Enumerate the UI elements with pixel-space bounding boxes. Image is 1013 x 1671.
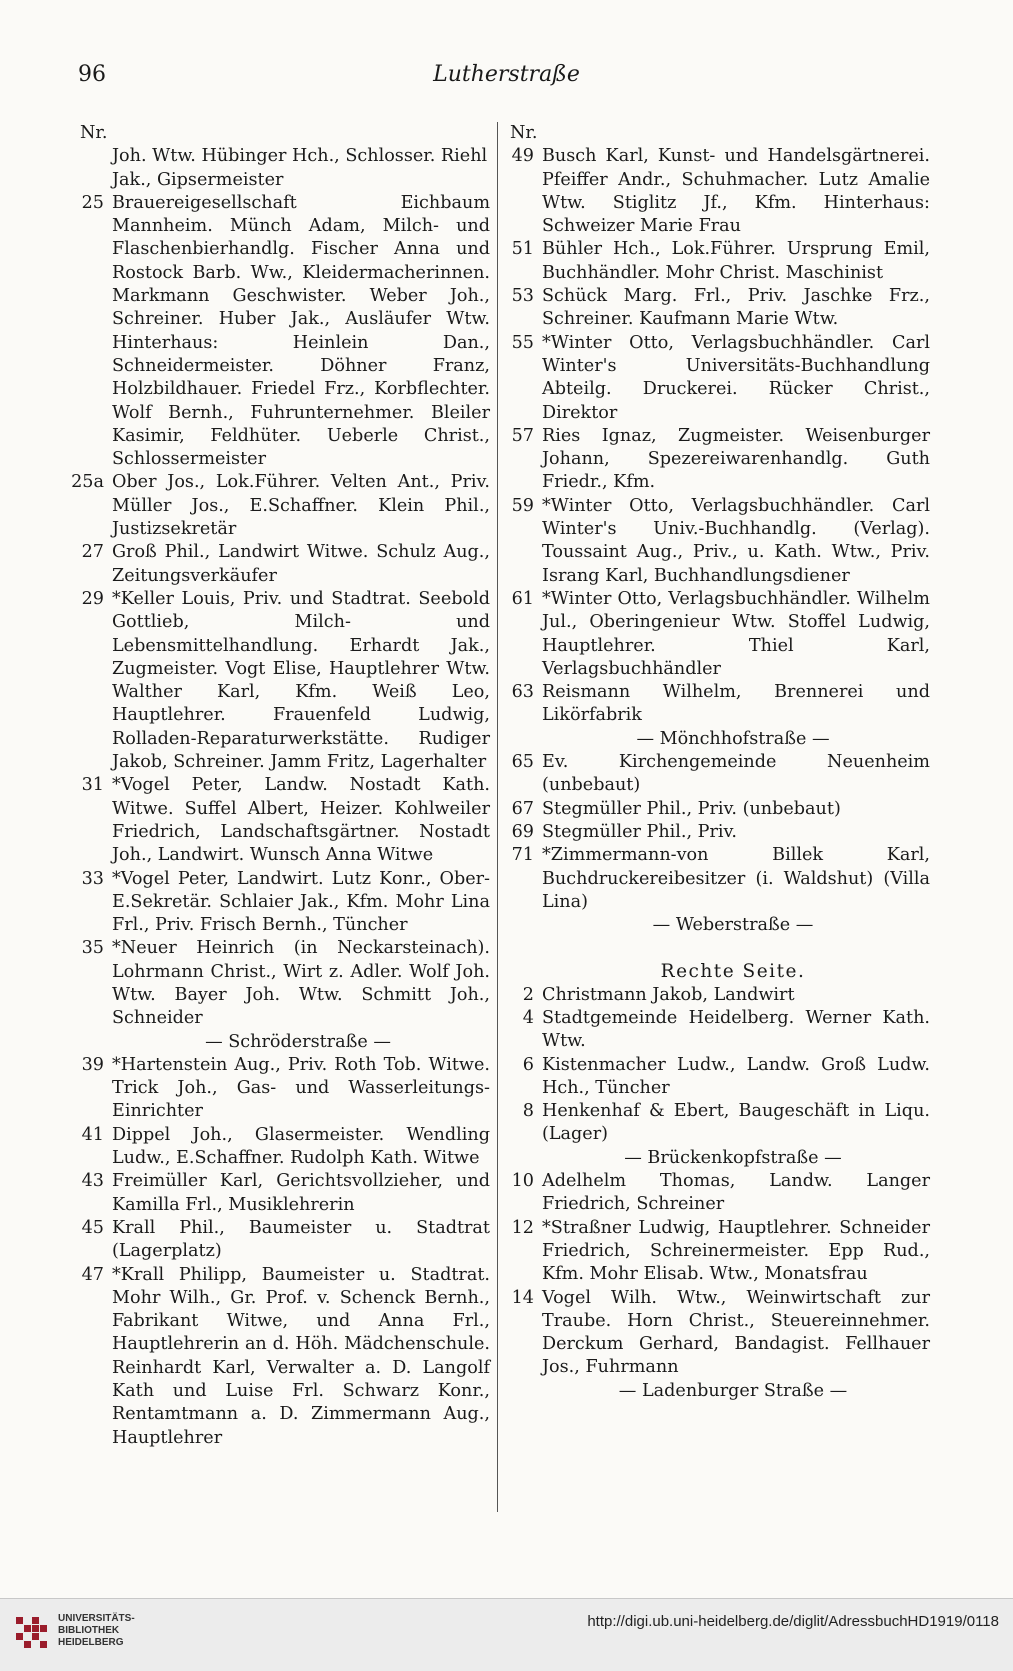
address-entry bbox=[70, 774, 490, 867]
address-entry bbox=[70, 588, 490, 774]
resident-list: *Krall Philipp, Baumeister u. Stadtrat. Mohr Wilh., Gr. Prof. v. Schenck Bernh., Fabrikant Witwe, und Anna Frl., Hauptlehrerin an d. Höh. Mädchenschule. Reinhardt Karl, Verwalter a. D. Langolf Kath und Luise Frl. Schwarz Konr., Rentamtmann a. D. Zimmermann Aug., Hauptlehrer bbox=[112, 1264, 490, 1448]
resident-list: Stadtgemeinde Heidelberg. Werner Kath. Wtw. bbox=[542, 1007, 930, 1052]
house-number: 35 bbox=[81, 938, 104, 959]
house-number: 2 bbox=[522, 984, 534, 1005]
address-entry bbox=[500, 1007, 930, 1054]
house-number: 63 bbox=[511, 682, 534, 703]
address-entry bbox=[500, 844, 930, 914]
house-number: 49 bbox=[511, 146, 534, 167]
library-logo-icon bbox=[12, 1613, 52, 1653]
house-number: 67 bbox=[511, 798, 534, 819]
logo-square bbox=[32, 1625, 39, 1632]
resident-list: *Straßner Ludwig, Hauptlehrer. Schneider Friedrich, Schreinermeister. Epp Rud., Kfm. Mohr Elisab. Wtw., Monatsfrau bbox=[542, 1217, 930, 1285]
resident-list: Kistenmacher Ludw., Landw. Groß Ludw. Hch., Tüncher bbox=[542, 1054, 930, 1098]
house-number: 27 bbox=[81, 542, 104, 563]
address-entry bbox=[70, 1054, 490, 1124]
address-entry bbox=[500, 1170, 930, 1217]
address-entry bbox=[500, 751, 930, 798]
resident-list: Krall Phil., Baumeister u. Stadtrat (Lagerplatz) bbox=[112, 1217, 490, 1262]
resident-list: Henkenhaf & Ebert, Baugeschäft in Liqu. (Lager) bbox=[542, 1101, 930, 1145]
resident-list: *Neuer Heinrich (in Neckarsteinach). Lohrmann Christ., Wirt z. Adler. Wolf Joh. Wtw. Bayer Joh. Wtw. Schmitt Joh., Schneider bbox=[112, 938, 490, 1029]
logo-square bbox=[24, 1625, 31, 1632]
library-logo-text bbox=[58, 1613, 135, 1649]
resident-list: *Vogel Peter, Landwirt. Lutz Konr., Ober-E.Sekretär. Schlaier Jak., Kfm. Mohr Lina Frl., Priv. Frisch Bernh., Tüncher bbox=[112, 868, 490, 936]
house-number: 51 bbox=[511, 239, 534, 260]
address-entry bbox=[500, 238, 930, 285]
address-entry bbox=[500, 681, 930, 728]
resident-list: Reismann Wilhelm, Brennerei und Likörfabrik bbox=[542, 682, 930, 726]
resident-list: *Vogel Peter, Landw. Nostadt Kath. Witwe. Suffel Albert, Heizer. Kohlweiler Friedrich, Landschaftsgärtner. Nostadt Joh., Landwirt. Wunsch Anna Witwe bbox=[112, 775, 490, 866]
resident-list: Brauereigesellschaft Eichbaum Mannheim. Münch Adam, Milch- und Flaschenbierhandlg. Fischer Anna und Rostock Barb. Ww., Kleidermacherinnen. Markmann Geschwister. Weber Joh., Schreiner. Huber Jak., Ausläufer Wtw. Hinterhaus: Heinlein Dan., Schneidermeister. Döhner Franz, Holzbildhauer. Friedel Frz., Korbflechter. Wolf Bernh., Fuhrunternehmer. Bleiler Kasimir, Feldhüter. Ueberle Christ., Schlossermeister bbox=[112, 192, 490, 470]
address-entry bbox=[500, 1054, 930, 1101]
house-number: 33 bbox=[81, 868, 104, 889]
house-number: 57 bbox=[511, 425, 534, 446]
resident-list: Ries Ignaz, Zugmeister. Weisenburger Johann, Spezereiwarenhandlg. Guth Friedr., Kfm. bbox=[542, 425, 930, 493]
resident-list: Groß Phil., Landwirt Witwe. Schulz Aug., Zeitungsverkäufer bbox=[112, 542, 490, 586]
house-number: 12 bbox=[511, 1217, 534, 1238]
logo-line: BIBLIOTHEK bbox=[58, 1625, 120, 1636]
address-entry bbox=[500, 1217, 930, 1287]
house-number: 47 bbox=[81, 1264, 104, 1285]
house-number: 6 bbox=[522, 1054, 534, 1075]
house-number: 39 bbox=[81, 1054, 104, 1075]
house-number: 41 bbox=[81, 1124, 104, 1145]
address-entry bbox=[500, 425, 930, 495]
logo-line: HEIDELBERG bbox=[58, 1637, 124, 1648]
resident-list: *Zimmermann-von Billek Karl, Buchdruckereibesitzer (i. Waldshut) (Villa Lina) bbox=[542, 845, 930, 912]
right-column bbox=[500, 122, 930, 1403]
address-entry bbox=[70, 868, 490, 938]
resident-list: Vogel Wilh. Wtw., Weinwirtschaft zur Traube. Horn Christ., Steuereinnehmer. Derckum Gerhard, Bandagist. Fellhauer Jos., Fuhrmann bbox=[542, 1287, 930, 1378]
page-header bbox=[0, 58, 1013, 98]
house-number: 45 bbox=[81, 1217, 104, 1238]
house-number: 53 bbox=[511, 286, 534, 307]
column-divider bbox=[497, 122, 498, 1512]
resident-list: *Winter Otto, Verlagsbuchhändler. Carl Winter's Univ.-Buchhandlg. (Verlag). Toussaint Aug., Priv., u. Kath. Wtw., Priv. Israng Karl, Buchhandlungsdiener bbox=[542, 495, 930, 586]
resident-list: *Hartenstein Aug., Priv. Roth Tob. Witwe. Trick Joh., Gas- und Wasserleitungs-Einrichter bbox=[112, 1054, 490, 1122]
logo-square bbox=[32, 1633, 39, 1640]
address-entry bbox=[500, 1287, 930, 1380]
logo-square bbox=[16, 1633, 23, 1640]
logo-line: UNIVERSITÄTS- bbox=[58, 1613, 135, 1624]
logo-square bbox=[40, 1641, 47, 1648]
source-url-link[interactable]: http://digi.ub.uni-heidelberg.de/diglit/AdressbuchHD1919/0118 bbox=[587, 1613, 999, 1630]
house-number: 14 bbox=[511, 1287, 534, 1308]
logo-square bbox=[24, 1641, 31, 1648]
resident-list: *Keller Louis, Priv. und Stadtrat. Seebold Gottlieb, Milch- und Lebensmittelhandlung. Erhardt Jak., Zugmeister. Vogt Elise, Hauptlehrer Wtw. Walther Karl, Kfm. Weiß Leo, Hauptlehrer. Frauenfeld Ludwig, Rolladen-Reparaturwerkstätte. Rudiger Jakob, Schreiner. Jamm Fritz, Lagerhalter bbox=[112, 588, 490, 773]
viewer-footer bbox=[0, 1598, 1013, 1671]
house-number: 8 bbox=[522, 1101, 534, 1122]
resident-list: *Winter Otto, Verlagsbuchhändler. Carl Winter's Universitäts-Buchhandlung Abteilg. Druckerei. Rücker Christ., Direktor bbox=[542, 332, 930, 423]
address-entry bbox=[70, 192, 490, 472]
cross-street-separator: — Ladenburger Straße — bbox=[618, 1380, 848, 1401]
cross-street-separator: — Weberstraße — bbox=[652, 915, 814, 936]
resident-list: Busch Karl, Kunst- und Handelsgärtnerei. Pfeiffer Andr., Schuhmacher. Lutz Amalie Wtw. Stiglitz Jf., Kfm. Hinterhaus: Schweizer Marie Frau bbox=[542, 146, 930, 237]
cross-street-separator: — Mönchhofstraße — bbox=[636, 728, 830, 749]
house-number: 4 bbox=[522, 1007, 534, 1028]
house-number: 10 bbox=[511, 1171, 534, 1192]
address-entry bbox=[500, 285, 930, 332]
continuation-text: Joh. Wtw. Hübinger Hch., Schlosser. Riehl Jak., Gipsermeister bbox=[112, 146, 488, 190]
address-entry bbox=[500, 495, 930, 588]
resident-list: Christmann Jakob, Landwirt bbox=[542, 984, 795, 1005]
resident-list: Ober Jos., Lok.Führer. Velten Ant., Priv. Müller Jos., E.Schaffner. Klein Phil., Justizsekretär bbox=[112, 472, 490, 540]
resident-list: Adelhelm Thomas, Landw. Langer Friedrich, Schreiner bbox=[542, 1171, 930, 1215]
address-entry bbox=[500, 821, 930, 844]
address-entry bbox=[500, 1100, 930, 1147]
logo-square bbox=[16, 1617, 23, 1624]
logo-square bbox=[32, 1617, 39, 1624]
address-entry bbox=[70, 471, 490, 541]
address-entry bbox=[500, 588, 930, 681]
resident-list: Stegmüller Phil., Priv. (unbebaut) bbox=[542, 798, 841, 819]
house-number: 71 bbox=[511, 845, 534, 866]
house-number: 29 bbox=[81, 588, 104, 609]
cross-street-separator: — Brückenkopfstraße — bbox=[624, 1147, 842, 1168]
resident-list: Stegmüller Phil., Priv. bbox=[542, 821, 737, 842]
continuation-text: Nr. bbox=[80, 123, 108, 143]
address-entry bbox=[70, 541, 490, 588]
resident-list: Dippel Joh., Glasermeister. Wendling Ludw., E.Schaffner. Rudolph Kath. Witwe bbox=[112, 1124, 490, 1169]
resident-list: *Winter Otto, Verlagsbuchhändler. Wilhelm Jul., Oberingenieur Wtw. Stoffel Ludwig, Hauptlehrer. Thiel Karl, Verlagsbuchhändler bbox=[542, 588, 930, 679]
address-entry bbox=[500, 984, 930, 1007]
house-number: 25 bbox=[81, 192, 104, 213]
left-column bbox=[70, 122, 490, 1450]
house-number: 65 bbox=[511, 752, 534, 773]
house-number: 43 bbox=[81, 1171, 104, 1192]
address-entry bbox=[500, 332, 930, 425]
page-number: 96 bbox=[78, 62, 106, 87]
address-entry bbox=[70, 1217, 490, 1264]
address-entry bbox=[70, 1170, 490, 1217]
resident-list: Bühler Hch., Lok.Führer. Ursprung Emil, Buchhändler. Mohr Christ. Maschinist bbox=[542, 239, 930, 283]
cross-street-separator: — Schröderstraße — bbox=[205, 1031, 391, 1052]
house-number: 55 bbox=[511, 332, 534, 353]
house-number: 59 bbox=[511, 495, 534, 516]
address-entry bbox=[500, 145, 930, 238]
address-entry bbox=[500, 798, 930, 821]
logo-square bbox=[40, 1625, 47, 1632]
address-entry bbox=[70, 937, 490, 1030]
section-heading: Rechte Seite. bbox=[660, 961, 806, 983]
address-entry bbox=[70, 1124, 490, 1171]
page-title: Lutherstraße bbox=[433, 62, 580, 87]
house-number: 31 bbox=[81, 775, 104, 796]
address-entry bbox=[70, 1264, 490, 1450]
continuation-text: Nr. bbox=[510, 123, 538, 143]
house-number: 25a bbox=[71, 472, 104, 493]
resident-list: Ev. Kirchengemeinde Neuenheim (unbebaut) bbox=[542, 752, 930, 796]
house-number: 61 bbox=[511, 588, 534, 609]
resident-list: Schück Marg. Frl., Priv. Jaschke Frz., Schreiner. Kaufmann Marie Wtw. bbox=[542, 286, 930, 330]
house-number: 69 bbox=[511, 821, 534, 842]
resident-list: Freimüller Karl, Gerichtsvollzieher, und Kamilla Frl., Musiklehrerin bbox=[112, 1171, 490, 1215]
spacer bbox=[500, 937, 930, 960]
